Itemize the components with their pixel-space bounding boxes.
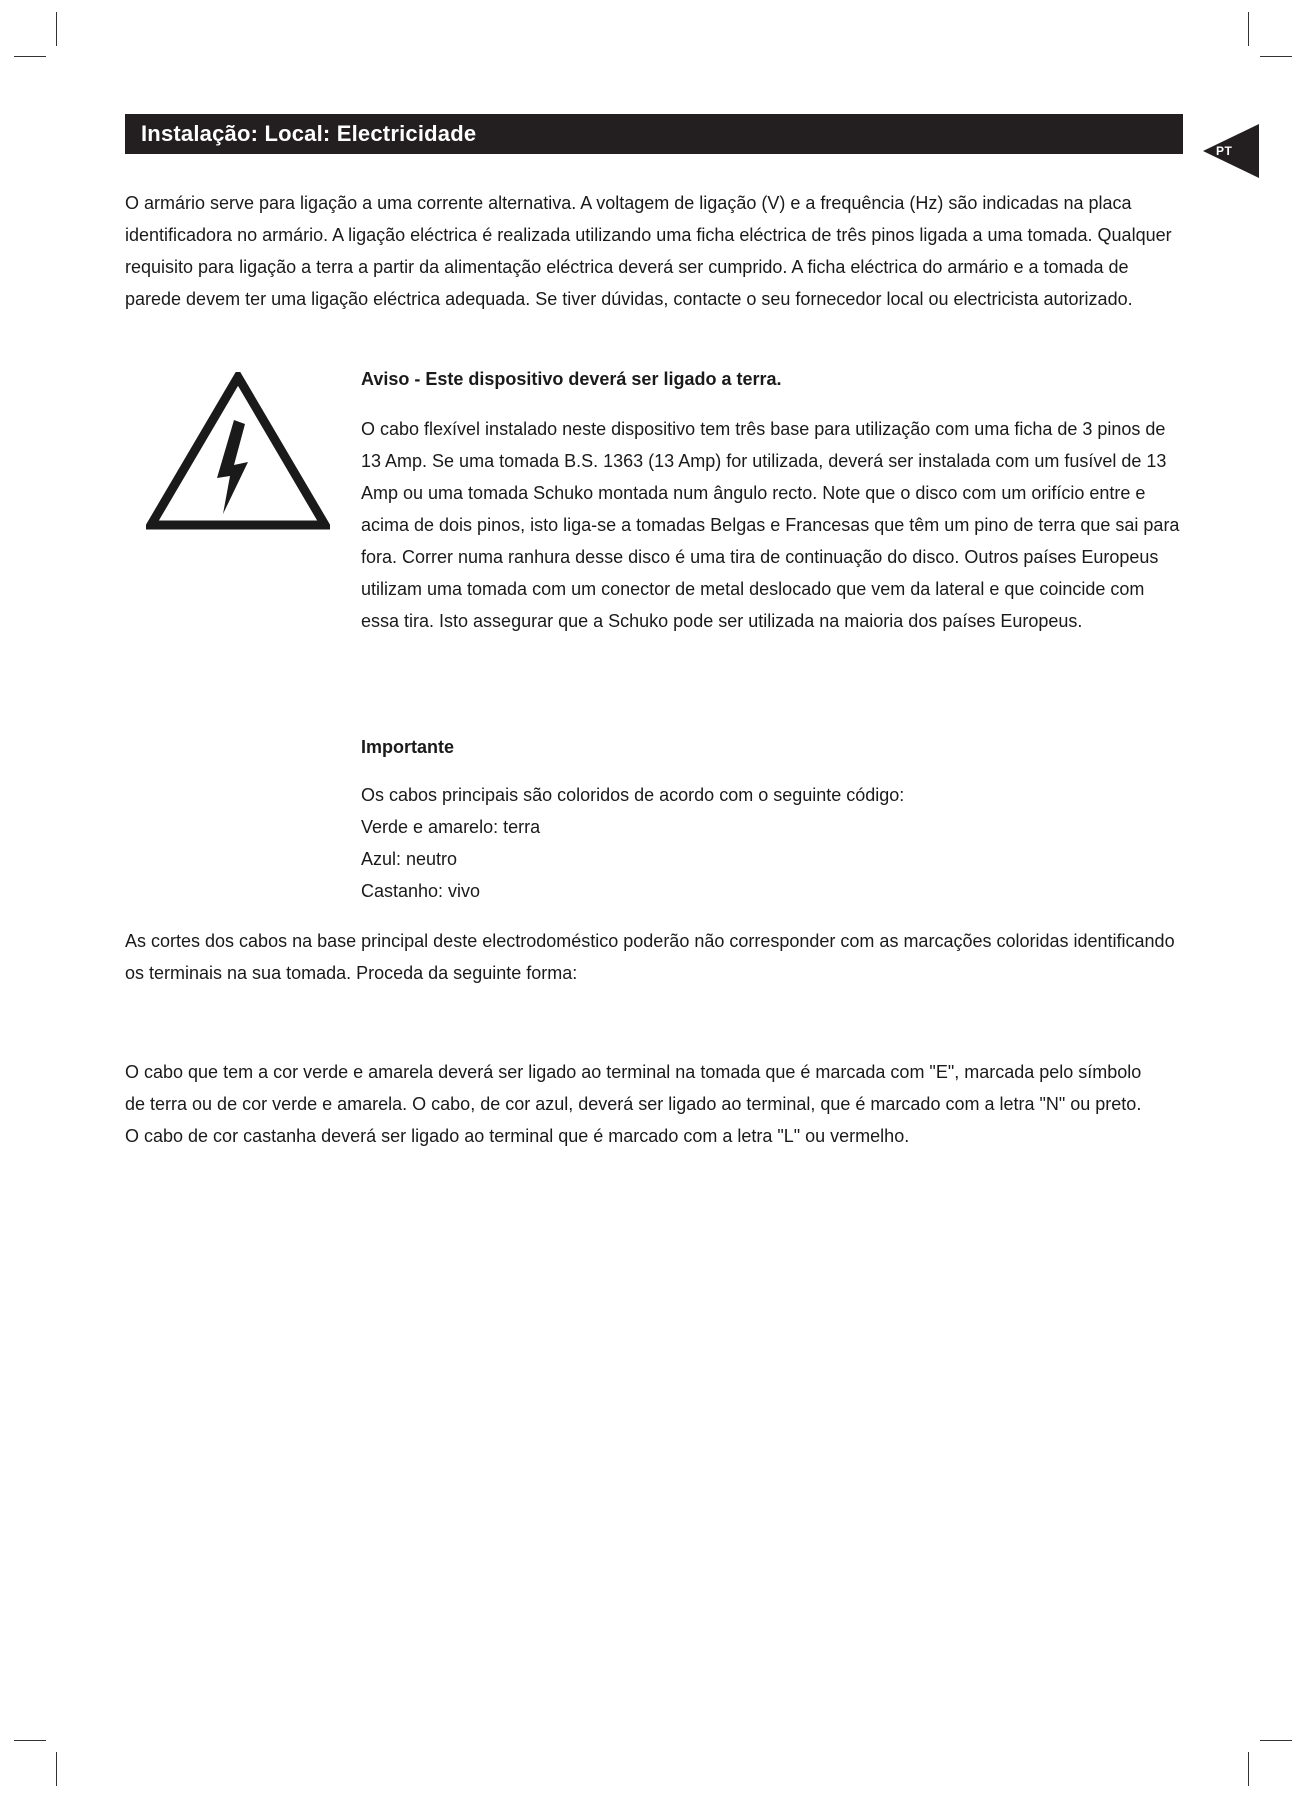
intro-paragraph: O armário serve para ligação a uma corrente alternativa. A voltagem de ligação (V) e a frequência (Hz) são indicadas na placa identificadora no armário. A ligação eléctrica é realizada utilizando uma ficha eléctrica de três pinos ligada a uma tomada. Qualquer requisito para ligação a terra a partir da alimentação eléctrica deverá ser cumprido. A ficha eléctrica do armário e a tomada de parede devem ter uma ligação eléctrica adequada. Se tiver dúvidas, contacte o seu fornecedor local ou electricista autorizado. bbox=[125, 193, 1172, 309]
important-heading: Importante bbox=[361, 737, 455, 757]
crop-mark-bottom-right-vertical bbox=[1248, 1752, 1249, 1786]
final-line: O cabo de cor castanha deverá ser ligado ao terminal que é marcado com a letra "L" ou vermelho. bbox=[125, 1126, 910, 1146]
list-item: Azul: neutro bbox=[361, 849, 458, 869]
warning-heading: Aviso - Este dispositivo deverá ser ligado a terra. bbox=[361, 369, 782, 389]
important-list bbox=[361, 779, 904, 907]
final-line: de terra ou de cor verde e amarela. O cabo, de cor azul, deverá ser ligado ao terminal, que é marcado com a letra "N" ou preto. bbox=[125, 1094, 1142, 1114]
list-item: Os cabos principais são coloridos de acordo com o seguinte código: bbox=[361, 785, 905, 805]
crop-mark-top-left-vertical bbox=[56, 12, 57, 46]
final-paragraph bbox=[125, 1056, 1225, 1152]
list-item: Castanho: vivo bbox=[361, 881, 481, 901]
cortes-paragraph: As cortes dos cabos na base principal deste electrodoméstico poderão não corresponder com as marcações coloridas identificando os terminais na sua tomada. Proceda da seguinte forma: bbox=[125, 931, 1175, 983]
crop-mark-top-left-horizontal bbox=[14, 56, 46, 57]
list-item: Verde e amarelo: terra bbox=[361, 817, 541, 837]
language-label: PT bbox=[1216, 144, 1233, 158]
crop-mark-bottom-left-vertical bbox=[56, 1752, 57, 1786]
crop-mark-bottom-right-horizontal bbox=[1260, 1740, 1292, 1741]
crop-mark-bottom-left-horizontal bbox=[14, 1740, 46, 1741]
section-title: Instalação: Local: Electricidade bbox=[141, 121, 477, 146]
electric-hazard-icon bbox=[146, 372, 330, 530]
language-tab bbox=[1203, 124, 1259, 178]
crop-mark-top-right-vertical bbox=[1248, 12, 1249, 46]
warning-body: O cabo flexível instalado neste dispositivo tem três base para utilização com uma ficha de 3 pinos de 13 Amp. Se uma tomada B.S. 1363 (13 Amp) for utilizada, deverá ser instalada com um fusível de 13 Amp ou uma tomada Schuko montada num ângulo recto. Note que o disco com um orifício entre e acima de dois pinos, isto liga-se a tomadas Belgas e Francesas que têm um pino de terra que sai para fora. Correr numa ranhura desse disco é uma tira de continuação do disco. Outros países Europeus utilizam uma tomada com um conector de metal deslocado que vem da lateral e que coincide com essa tira. Isto assegurar que a Schuko pode ser utilizada na maioria dos países Europeus. bbox=[361, 419, 1180, 631]
final-line: O cabo que tem a cor verde e amarela deverá ser ligado ao terminal na tomada que é marcada com "E", marcada pelo símbolo bbox=[125, 1062, 1142, 1082]
crop-mark-top-right-horizontal bbox=[1260, 56, 1292, 57]
section-header-bar bbox=[125, 114, 1183, 154]
